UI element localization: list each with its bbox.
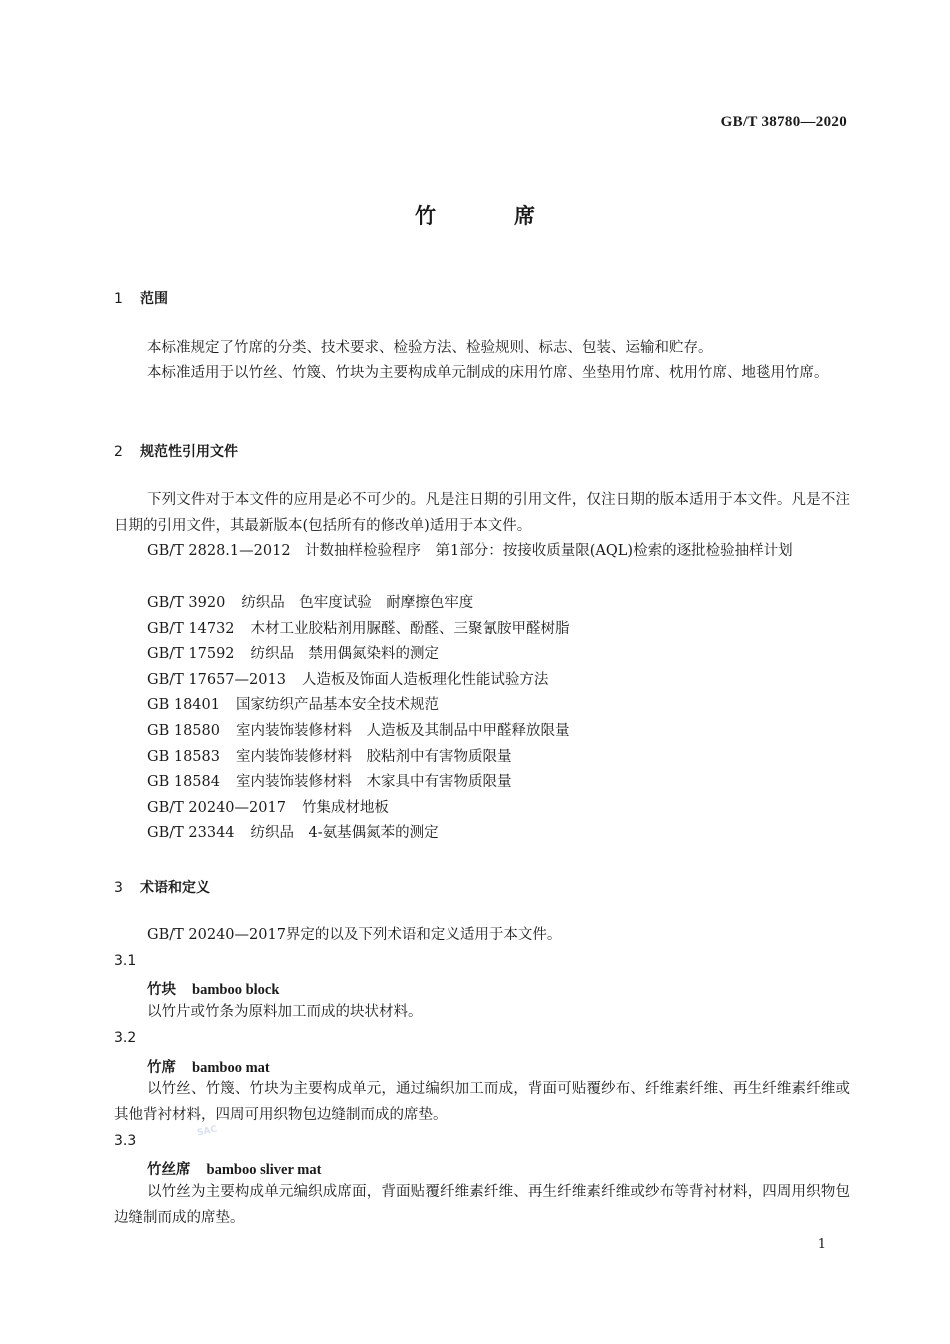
watermark-logo: SAC: [196, 1124, 219, 1139]
reference-code: GB/T 17657—2013: [147, 672, 286, 688]
term-number: 3.1: [114, 953, 137, 969]
reference-item: [147, 798, 389, 818]
term-number: 3.3: [114, 1133, 137, 1149]
reference-item: [147, 593, 473, 613]
paragraph: 本标准规定了竹席的分类、技术要求、检验方法、检验规则、标志、包装、运输和贮存。: [147, 340, 713, 356]
section-2-heading: [114, 441, 238, 461]
section-title: 规范性引用文件: [140, 444, 238, 460]
reference-item: [147, 619, 570, 639]
reference-code: GB 18583: [147, 749, 220, 765]
reference-item: [147, 772, 511, 792]
paragraph: GB/T 20240—2017界定的以及下列术语和定义适用于本文件。: [147, 927, 562, 943]
reference-title: 竹集成材地板: [301, 800, 389, 816]
reference-code: GB/T 20240—2017: [147, 800, 286, 816]
term-en: bamboo block: [192, 982, 280, 998]
term-number: 3.2: [114, 1030, 137, 1046]
reference-title: 纺织品 禁用偶氮染料的测定: [250, 646, 440, 662]
term-definition: 以竹丝、竹篾、竹块为主要构成单元，通过编织加工而成，背面可贴覆纱布、纤维素纤维、再生纤维素纤维或其他背衬材料，四周可用织物包边缝制而成的席垫。: [114, 1081, 850, 1123]
reference-title: 纺织品 色牢度试验 耐摩擦色牢度: [241, 595, 474, 611]
reference-code: GB/T 14732: [147, 621, 235, 637]
reference-item: [147, 823, 439, 843]
section-number: 1: [114, 291, 123, 307]
term-definition: 以竹片或竹条为原料加工而成的块状材料。: [147, 1004, 423, 1020]
paragraph: 下列文件对于本文件的应用是必不可少的。凡是注日期的引用文件，仅注日期的版本适用于本文件。凡是不注日期的引用文件，其最新版本(包括所有的修改单)适用于本文件。: [114, 492, 850, 534]
reference-title: 纺织品 4-氨基偶氮苯的测定: [250, 825, 439, 841]
term-definition: 以竹丝为主要构成单元编织成席面，背面贴覆纤维素纤维、再生纤维素纤维或纱布等背衬材料，四周用织物包边缝制而成的席垫。: [114, 1184, 850, 1226]
term-name: [147, 1158, 321, 1179]
section-title: 术语和定义: [140, 880, 210, 896]
reference-title: 室内装饰装修材料 人造板及其制品中甲醛释放限量: [235, 723, 570, 739]
reference-code: GB/T 23344: [147, 825, 235, 841]
reference-item: [147, 670, 548, 690]
section-3-heading: [114, 877, 210, 897]
section-number: 2: [114, 444, 123, 460]
reference-title: 室内装饰装修材料 木家具中有害物质限量: [235, 774, 512, 790]
term-zh: 竹块: [147, 982, 176, 998]
reference-title: 木材工业胶粘剂用脲醛、酚醛、三聚氰胺甲醛树脂: [250, 621, 570, 637]
reference-title: 室内装饰装修材料 胶粘剂中有害物质限量: [235, 749, 512, 765]
reference-item: GB/T 2828.1—2012 计数抽样检验程序 第1部分：按接收质量限(AQL)检索的逐批检验抽样计划: [147, 543, 793, 559]
section-title: 范围: [140, 291, 168, 307]
term-en: bamboo sliver mat: [206, 1162, 322, 1178]
reference-code: GB 18584: [147, 774, 220, 790]
reference-item: [147, 644, 439, 664]
term-zh: 竹席: [147, 1060, 176, 1076]
document-title: 竹席: [415, 204, 613, 228]
reference-item: [147, 695, 439, 715]
reference-code: GB/T 17592: [147, 646, 235, 662]
term-name: [147, 1056, 270, 1077]
reference-code: GB 18580: [147, 723, 220, 739]
page-number: 1: [817, 1237, 826, 1252]
term-en: bamboo mat: [192, 1060, 270, 1076]
paragraph: 本标准适用于以竹丝、竹篾、竹块为主要构成单元制成的床用竹席、坐垫用竹席、枕用竹席、地毯用竹席。: [147, 365, 829, 381]
reference-title: 人造板及饰面人造板理化性能试验方法: [301, 672, 549, 688]
term-zh: 竹丝席: [147, 1162, 191, 1178]
reference-item: [147, 721, 569, 741]
section-1-heading: [114, 288, 168, 308]
section-number: 3: [114, 880, 123, 896]
reference-title: 国家纺织产品基本安全技术规范: [235, 697, 439, 713]
reference-item: [147, 747, 511, 767]
reference-code: GB 18401: [147, 697, 220, 713]
reference-code: GB/T 3920: [147, 595, 226, 611]
term-name: [147, 978, 279, 999]
standard-code: GB/T 38780—2020: [720, 114, 847, 130]
